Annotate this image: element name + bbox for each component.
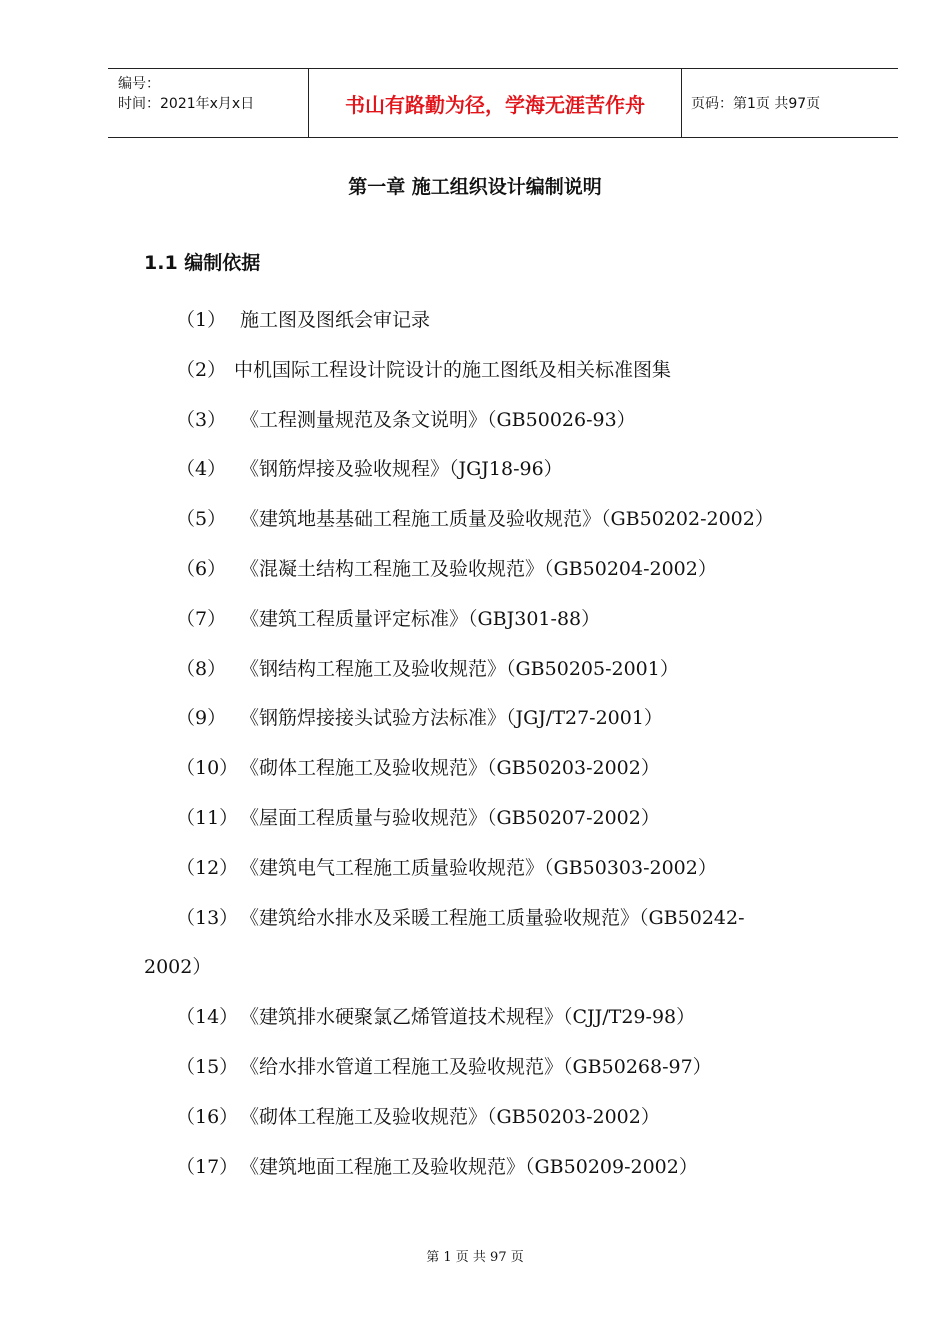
reference-item (0, 346, 950, 396)
reference-number: （6） (176, 557, 227, 580)
reference-number: （2） (176, 358, 227, 381)
header-meta (108, 69, 308, 137)
reference-text: 《屋面工程质量与验收规范》（GB50207-2002） (240, 806, 660, 829)
reference-number: （9） (176, 707, 227, 730)
reference-number: （12） (176, 856, 239, 879)
reference-item (0, 595, 950, 645)
reference-number: （1） (176, 309, 227, 331)
reference-number: （10） (176, 757, 239, 780)
reference-text: 《砌体工程施工及验收规范》（GB50203-2002） (240, 1105, 660, 1128)
section-title: 1.1 编制依据 (144, 252, 261, 274)
reference-item (0, 1043, 950, 1093)
reference-number: （17） (176, 1155, 239, 1178)
time-label: 时间：2021年x月x日 (118, 96, 255, 112)
reference-number: （7） (176, 607, 227, 630)
reference-item (0, 495, 950, 545)
reference-text: 《钢筋焊接及验收规程》（JGJ18-96） (240, 458, 563, 481)
reference-item (0, 445, 950, 495)
reference-item (0, 1093, 950, 1143)
reference-number: （5） (176, 508, 227, 531)
reference-text: 《给水排水管道工程施工及验收规范》（GB50268-97） (240, 1055, 712, 1078)
reference-text: 《建筑电气工程施工质量验收规范》（GB50303-2002） (240, 856, 717, 879)
reference-number: （8） (176, 657, 227, 680)
reference-text: 《砌体工程施工及验收规范》（GB50203-2002） (240, 757, 660, 780)
reference-number: （15） (176, 1055, 239, 1078)
reference-text: 施工图及图纸会审记录 (240, 309, 431, 331)
chapter-title: 第一章 施工组织设计编制说明 (348, 176, 602, 198)
reference-item (0, 993, 950, 1043)
reference-number: （16） (176, 1105, 239, 1128)
reference-text: 《钢筋焊接接头试验方法标准》（JGJ/T27-2001） (240, 707, 663, 730)
reference-number: （14） (176, 1006, 239, 1029)
reference-text: 《建筑排水硬聚氯乙烯管道技术规程》（CJJ/T29-98） (240, 1006, 696, 1029)
reference-item (0, 844, 950, 894)
reference-text: 中机国际工程设计院设计的施工图纸及相关标准图集 (234, 358, 672, 381)
reference-list (0, 296, 950, 1192)
reference-number: （13） (176, 906, 239, 929)
serial-label: 编号： (118, 76, 160, 92)
reference-item (0, 645, 950, 695)
reference-item (0, 794, 950, 844)
reference-number: （11） (176, 806, 239, 829)
reference-text: 《钢结构工程施工及验收规范》（GB50205-2001） (240, 657, 679, 680)
reference-item (0, 545, 950, 595)
reference-text: 《建筑工程质量评定标准》（GBJ301-88） (240, 607, 601, 630)
reference-text: 《建筑地基基础工程施工质量及验收规范》（GB50202-2002） (240, 508, 774, 531)
reference-item (0, 296, 950, 346)
header-page-label: 页码：第1页 共97页 (691, 96, 821, 112)
page-footer: 第 1 页 共 97 页 (426, 1250, 524, 1265)
reference-number: （3） (176, 408, 227, 431)
reference-text: 《建筑地面工程施工及验收规范》（GB50209-2002） (240, 1155, 698, 1178)
reference-item (0, 894, 950, 944)
reference-text: 《工程测量规范及条文说明》（GB50026-93） (240, 408, 636, 431)
reference-text: 《混凝土结构工程施工及验收规范》（GB50204-2002） (240, 557, 717, 580)
reference-item (0, 694, 950, 744)
reference-number: （4） (176, 458, 227, 481)
reference-item (0, 396, 950, 446)
reference-item-continuation: 2002） (144, 956, 212, 979)
header-motto: 书山有路勤为径，学海无涯苦作舟 (308, 69, 682, 137)
reference-item (0, 744, 950, 794)
reference-text: 《建筑给水排水及采暖工程施工质量验收规范》（GB50242- (240, 906, 745, 929)
page-header (108, 68, 898, 138)
reference-item (0, 1143, 950, 1193)
